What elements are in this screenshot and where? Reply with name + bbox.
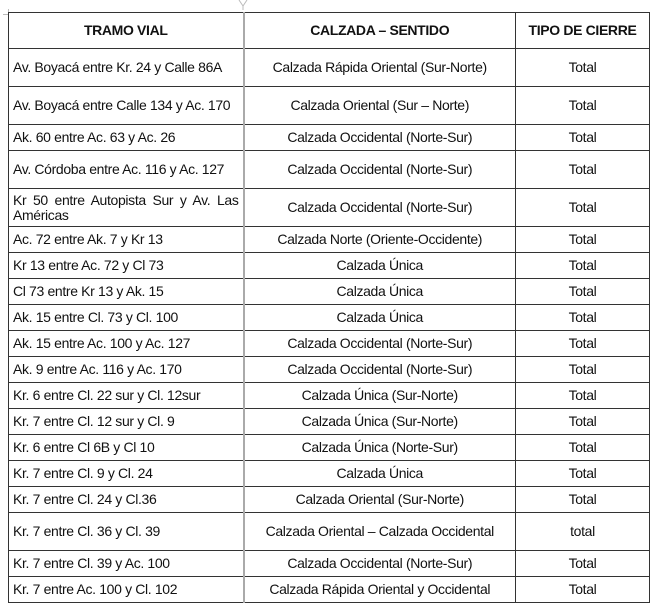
calzada-sentido-cell: Calzada Única bbox=[244, 253, 516, 279]
table-row bbox=[9, 409, 650, 435]
table-row bbox=[9, 461, 650, 487]
table-row bbox=[9, 125, 650, 151]
tipo-cierre-cell: Total bbox=[516, 189, 650, 227]
tipo-cierre-cell: Total bbox=[516, 305, 650, 331]
header-calzada-sentido: CALZADA – SENTIDO bbox=[244, 13, 516, 49]
tipo-cierre-cell: Total bbox=[516, 49, 650, 87]
calzada-sentido-cell: Calzada Occidental (Norte-Sur) bbox=[244, 357, 516, 383]
column-marker-icon[interactable] bbox=[238, 0, 248, 10]
tipo-cierre-cell: Total bbox=[516, 125, 650, 151]
tramo-vial-cell: Ak. 15 entre Cl. 73 y Cl. 100 bbox=[9, 305, 244, 331]
calzada-sentido-cell: Calzada Occidental (Norte-Sur) bbox=[244, 189, 516, 227]
tipo-cierre-cell: Total bbox=[516, 487, 650, 513]
table-row bbox=[9, 189, 650, 227]
calzada-sentido-cell: Calzada Occidental (Norte-Sur) bbox=[244, 551, 516, 577]
tipo-cierre-cell: Total bbox=[516, 151, 650, 189]
table-header-row bbox=[9, 13, 650, 49]
table-row bbox=[9, 513, 650, 551]
calzada-sentido-cell: Calzada Única (Norte-Sur) bbox=[244, 435, 516, 461]
table-row bbox=[9, 253, 650, 279]
tramo-vial-cell: Cl 73 entre Kr 13 y Ak. 15 bbox=[9, 279, 244, 305]
tipo-cierre-cell: Total bbox=[516, 577, 650, 603]
calzada-sentido-cell: Calzada Oriental – Calzada Occidental bbox=[244, 513, 516, 551]
table-row bbox=[9, 383, 650, 409]
tramo-vial-cell: Ak. 60 entre Ac. 63 y Ac. 26 bbox=[9, 125, 244, 151]
calzada-sentido-cell: Calzada Occidental (Norte-Sur) bbox=[244, 151, 516, 189]
tramo-vial-cell: Kr. 6 entre Cl 6B y Cl 10 bbox=[9, 435, 244, 461]
calzada-sentido-cell: Calzada Única bbox=[244, 279, 516, 305]
calzada-sentido-cell: Calzada Occidental (Norte-Sur) bbox=[244, 125, 516, 151]
tramo-vial-cell: Kr. 7 entre Cl. 24 y Cl.36 bbox=[9, 487, 244, 513]
table-row bbox=[9, 305, 650, 331]
tramo-vial-cell: Kr. 6 entre Cl. 22 sur y Cl. 12sur bbox=[9, 383, 244, 409]
table-row bbox=[9, 87, 650, 125]
tipo-cierre-cell: total bbox=[516, 513, 650, 551]
tipo-cierre-cell: Total bbox=[516, 409, 650, 435]
calzada-sentido-cell: Calzada Única bbox=[244, 461, 516, 487]
table-row bbox=[9, 151, 650, 189]
tramo-vial-cell: Kr. 7 entre Cl. 36 y Cl. 39 bbox=[9, 513, 244, 551]
header-tramo-vial: TRAMO VIAL bbox=[9, 13, 244, 49]
calzada-sentido-cell: Calzada Oriental (Sur – Norte) bbox=[244, 87, 516, 125]
calzada-sentido-cell: Calzada Rápida Oriental y Occidental bbox=[244, 577, 516, 603]
tipo-cierre-cell: Total bbox=[516, 331, 650, 357]
tipo-cierre-cell: Total bbox=[516, 357, 650, 383]
table-row bbox=[9, 279, 650, 305]
tramo-vial-cell: Ak. 15 entre Ac. 100 y Ac. 127 bbox=[9, 331, 244, 357]
tipo-cierre-cell: Total bbox=[516, 253, 650, 279]
calzada-sentido-cell: Calzada Única (Sur-Norte) bbox=[244, 409, 516, 435]
table-row bbox=[9, 49, 650, 87]
table-row bbox=[9, 435, 650, 461]
tramo-vial-cell: Kr. 7 entre Cl. 12 sur y Cl. 9 bbox=[9, 409, 244, 435]
tipo-cierre-cell: Total bbox=[516, 279, 650, 305]
calzada-sentido-cell: Calzada Única (Sur-Norte) bbox=[244, 383, 516, 409]
table-row bbox=[9, 227, 650, 253]
table-row bbox=[9, 331, 650, 357]
table-row bbox=[9, 357, 650, 383]
tramo-vial-cell: Av. Boyacá entre Kr. 24 y Calle 86A bbox=[9, 49, 244, 87]
road-closures-table bbox=[8, 12, 650, 603]
table-row bbox=[9, 487, 650, 513]
tipo-cierre-cell: Total bbox=[516, 435, 650, 461]
table-row bbox=[9, 551, 650, 577]
tramo-vial-cell: Kr. 7 entre Ac. 100 y Cl. 102 bbox=[9, 577, 244, 603]
calzada-sentido-cell: Calzada Norte (Oriente-Occidente) bbox=[244, 227, 516, 253]
tramo-vial-cell: Kr 50 entre Autopista Sur y Av. Las Américas bbox=[9, 189, 244, 227]
tramo-vial-cell: Av. Boyacá entre Calle 134 y Ac. 170 bbox=[9, 87, 244, 125]
calzada-sentido-cell: Calzada Occidental (Norte-Sur) bbox=[244, 331, 516, 357]
tipo-cierre-cell: Total bbox=[516, 87, 650, 125]
tramo-vial-cell: Ac. 72 entre Ak. 7 y Kr 13 bbox=[9, 227, 244, 253]
tramo-vial-cell: Kr. 7 entre Cl. 9 y Cl. 24 bbox=[9, 461, 244, 487]
tipo-cierre-cell: Total bbox=[516, 551, 650, 577]
header-tipo-cierre: TIPO DE CIERRE bbox=[516, 13, 650, 49]
tipo-cierre-cell: Total bbox=[516, 461, 650, 487]
tipo-cierre-cell: Total bbox=[516, 227, 650, 253]
tipo-cierre-cell: Total bbox=[516, 383, 650, 409]
tramo-vial-cell: Kr. 7 entre Cl. 39 y Ac. 100 bbox=[9, 551, 244, 577]
calzada-sentido-cell: Calzada Única bbox=[244, 305, 516, 331]
calzada-sentido-cell: Calzada Oriental (Sur-Norte) bbox=[244, 487, 516, 513]
table-row bbox=[9, 577, 650, 603]
tramo-vial-cell: Av. Córdoba entre Ac. 116 y Ac. 127 bbox=[9, 151, 244, 189]
tramo-vial-cell: Kr 13 entre Ac. 72 y Cl 73 bbox=[9, 253, 244, 279]
tramo-vial-cell: Ak. 9 entre Ac. 116 y Ac. 170 bbox=[9, 357, 244, 383]
calzada-sentido-cell: Calzada Rápida Oriental (Sur-Norte) bbox=[244, 49, 516, 87]
